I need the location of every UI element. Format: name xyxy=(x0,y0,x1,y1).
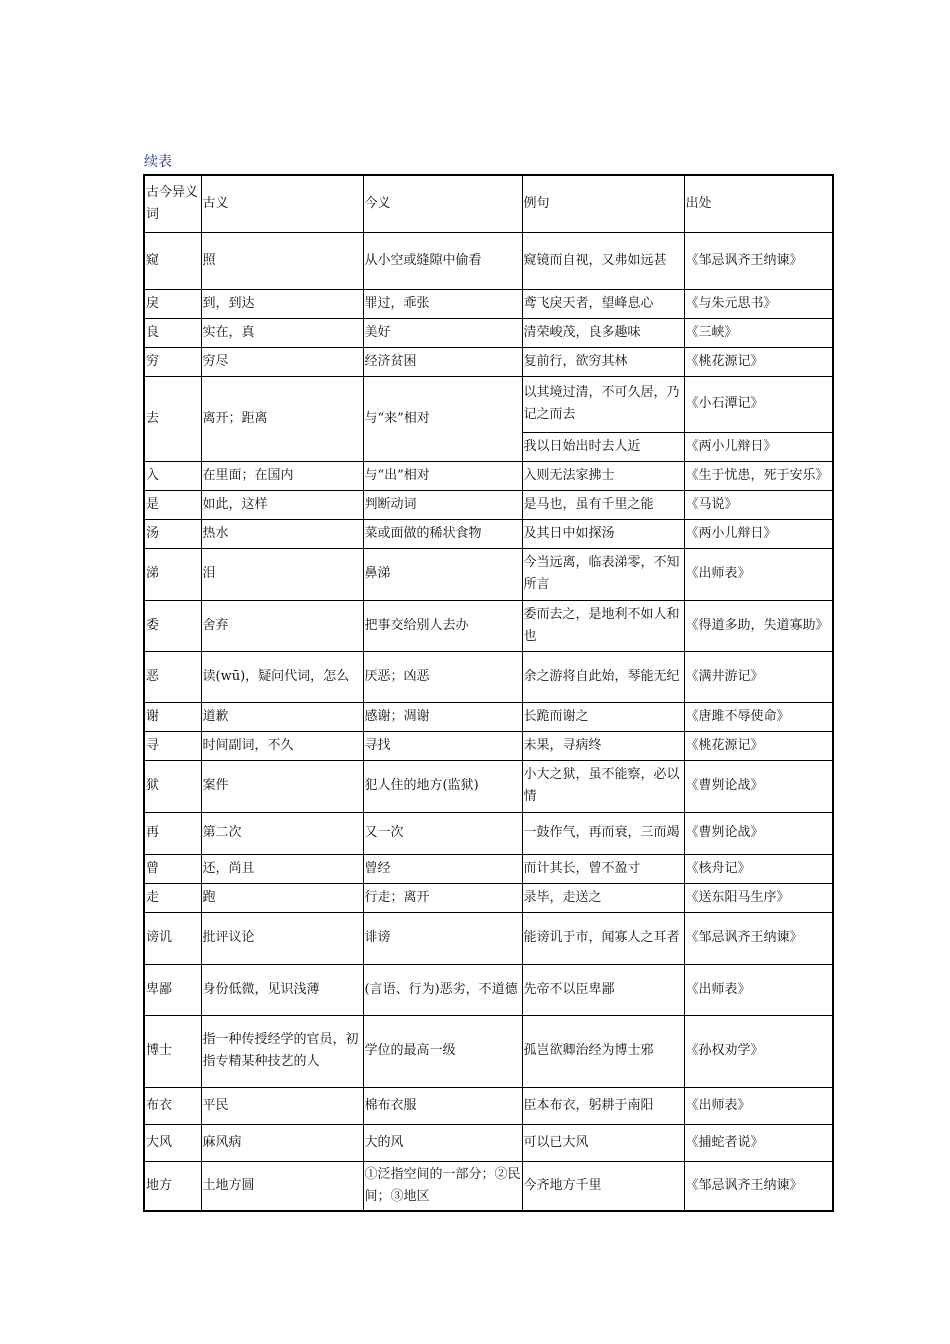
table-row xyxy=(144,702,833,731)
table-cell: 《桃花源记》 xyxy=(684,347,833,376)
table-cell: 到，到达 xyxy=(201,289,363,318)
table-cell: 离开；距离 xyxy=(201,376,363,461)
table-cell: 余之游将自此始，琴能无纪 xyxy=(522,651,684,702)
table-row xyxy=(144,854,833,883)
table-cell: 《邹忌讽齐王纳谏》 xyxy=(684,912,833,964)
table-cell: 道歉 xyxy=(201,702,363,731)
table-cell: 《曹刿论战》 xyxy=(684,760,833,812)
table-cell: 《捕蛇者说》 xyxy=(684,1124,833,1161)
table-cell: 臣本布衣，躬耕于南阳 xyxy=(522,1087,684,1124)
table-cell: 《与朱元思书》 xyxy=(684,289,833,318)
table-cell: 穷尽 xyxy=(201,347,363,376)
table-cell: 与“出”相对 xyxy=(363,461,522,490)
ancient-modern-meaning-table xyxy=(143,174,834,1212)
table-cell: 未果，寻病终 xyxy=(522,731,684,760)
table-row xyxy=(144,376,833,432)
table-cell: 鼻涕 xyxy=(363,548,522,600)
table-cell: 学位的最高一级 xyxy=(363,1015,522,1087)
table-cell: 先帝不以臣卑鄙 xyxy=(522,964,684,1015)
table-cell: 清荣峻茂，良多趣味 xyxy=(522,318,684,347)
table-cell: 美好 xyxy=(363,318,522,347)
table-cell: 而计其长，曾不盈寸 xyxy=(522,854,684,883)
table-row xyxy=(144,232,833,289)
table-row xyxy=(144,912,833,964)
header-cell-source: 出处 xyxy=(684,175,833,232)
table-cell: 是 xyxy=(144,490,201,519)
table-cell: 布衣 xyxy=(144,1087,201,1124)
table-cell: 判断动词 xyxy=(363,490,522,519)
table-row xyxy=(144,490,833,519)
table-cell: 狱 xyxy=(144,760,201,812)
table-cell: 《唐雎不辱使命》 xyxy=(684,702,833,731)
table-cell: 《出师表》 xyxy=(684,1087,833,1124)
header-cell-ancient-meaning: 古义 xyxy=(201,175,363,232)
table-cell: 良 xyxy=(144,318,201,347)
table-cell: 在里面；在国内 xyxy=(201,461,363,490)
table-cell: 今齐地方千里 xyxy=(522,1161,684,1211)
table-cell: 案件 xyxy=(201,760,363,812)
table-cell: 把事交给别人去办 xyxy=(363,600,522,651)
table-cell: 诽谤 xyxy=(363,912,522,964)
table-cell: 土地方圆 xyxy=(201,1161,363,1211)
table-cell: 长跪而谢之 xyxy=(522,702,684,731)
table-cell: 穷 xyxy=(144,347,201,376)
table-cell: 寻 xyxy=(144,731,201,760)
table-row xyxy=(144,812,833,854)
header-cell-word: 古今异义词 xyxy=(144,175,201,232)
table-cell: 平民 xyxy=(201,1087,363,1124)
table-cell: 谢 xyxy=(144,702,201,731)
table-cell: 及其日中如探汤 xyxy=(522,519,684,548)
table-cell: 《曹刿论战》 xyxy=(684,812,833,854)
table-cell: 入则无法家拂士 xyxy=(522,461,684,490)
table-cell: 跑 xyxy=(201,883,363,912)
table-cell: (言语、行为)恶劣，不道德 xyxy=(363,964,522,1015)
table-cell: ①泛指空间的一部分；②民间；③地区 xyxy=(363,1161,522,1211)
table-row xyxy=(144,1124,833,1161)
table-row xyxy=(144,1087,833,1124)
table-row xyxy=(144,347,833,376)
table-cell: 身份低微，见识浅薄 xyxy=(201,964,363,1015)
table-cell: 经济贫困 xyxy=(363,347,522,376)
table-cell: 如此，这样 xyxy=(201,490,363,519)
table-cell: 第二次 xyxy=(201,812,363,854)
table-cell: 实在，真 xyxy=(201,318,363,347)
table-cell: 委而去之，是地利不如人和也 xyxy=(522,600,684,651)
table-cell: 舍弃 xyxy=(201,600,363,651)
table-cell: 一鼓作气，再而衰，三而竭 xyxy=(522,812,684,854)
table-cell: 可以已大风 xyxy=(522,1124,684,1161)
table-cell: 读(wū)，疑问代词，怎么 xyxy=(201,651,363,702)
table-cell: 《送东阳马生序》 xyxy=(684,883,833,912)
table-cell: 《邹忌讽齐王纳谏》 xyxy=(684,1161,833,1211)
table-row xyxy=(144,1015,833,1087)
table-cell: 鸢飞戾天者，望峰息心 xyxy=(522,289,684,318)
table-cell: 犯人住的地方(监狱) xyxy=(363,760,522,812)
table-cell: 行走；离开 xyxy=(363,883,522,912)
table-cell: 谤讥 xyxy=(144,912,201,964)
table-row xyxy=(144,461,833,490)
table-cell: 热水 xyxy=(201,519,363,548)
table-cell: 《满井游记》 xyxy=(684,651,833,702)
table-cell: 《得道多助，失道寡助》 xyxy=(684,600,833,651)
table-cell: 《出师表》 xyxy=(684,548,833,600)
table-cell: 曾 xyxy=(144,854,201,883)
table-cell: 走 xyxy=(144,883,201,912)
table-cell: 麻风病 xyxy=(201,1124,363,1161)
table-cell: 《小石潭记》 xyxy=(684,376,833,432)
table-header-row xyxy=(144,175,833,232)
table-cell: 《三峡》 xyxy=(684,318,833,347)
header-cell-example: 例句 xyxy=(522,175,684,232)
table-cell: 时间副词，不久 xyxy=(201,731,363,760)
table-row xyxy=(144,964,833,1015)
table-cell: 《马说》 xyxy=(684,490,833,519)
table-cell: 感谢；凋谢 xyxy=(363,702,522,731)
table-cell: 《孙权劝学》 xyxy=(684,1015,833,1087)
table-cell: 委 xyxy=(144,600,201,651)
table-cell: 以其境过清，不可久居，乃记之而去 xyxy=(522,376,684,432)
table-cell: 厌恶；凶恶 xyxy=(363,651,522,702)
table-cell: 小大之狱，虽不能察，必以情 xyxy=(522,760,684,812)
table-cell: 复前行，欲穷其林 xyxy=(522,347,684,376)
table-cell: 入 xyxy=(144,461,201,490)
table-row xyxy=(144,883,833,912)
table-row xyxy=(144,760,833,812)
table-cell: 窥镜而自视，又弗如远甚 xyxy=(522,232,684,289)
table-cell: 指一种传授经学的官员，初指专精某种技艺的人 xyxy=(201,1015,363,1087)
table-cell: 戾 xyxy=(144,289,201,318)
table-cell: 泪 xyxy=(201,548,363,600)
table-row xyxy=(144,548,833,600)
table-row xyxy=(144,600,833,651)
table-cell: 《桃花源记》 xyxy=(684,731,833,760)
table-body xyxy=(144,175,833,1211)
table-cell: 我以日始出时去人近 xyxy=(522,432,684,461)
table-cell: 今当远离，临表涕零，不知所言 xyxy=(522,548,684,600)
table-cell: 去 xyxy=(144,376,201,461)
table-cell: 罪过，乖张 xyxy=(363,289,522,318)
table-cell: 《生于忧患，死于安乐》 xyxy=(684,461,833,490)
table-cell: 能谤讥于市，闻寡人之耳者 xyxy=(522,912,684,964)
table-cell: 《出师表》 xyxy=(684,964,833,1015)
table-cell: 《核舟记》 xyxy=(684,854,833,883)
table-cell: 批评议论 xyxy=(201,912,363,964)
table-cell: 与“来”相对 xyxy=(363,376,522,461)
header-cell-modern-meaning: 今义 xyxy=(363,175,522,232)
table-cell: 博士 xyxy=(144,1015,201,1087)
table-cell: 《两小儿辩日》 xyxy=(684,432,833,461)
table-row xyxy=(144,731,833,760)
table-cell: 汤 xyxy=(144,519,201,548)
table-cell: 恶 xyxy=(144,651,201,702)
table-cell: 《邹忌讽齐王纳谏》 xyxy=(684,232,833,289)
table-cell: 菜或面做的稀状食物 xyxy=(363,519,522,548)
table-cell: 寻找 xyxy=(363,731,522,760)
table-row xyxy=(144,651,833,702)
table-cell: 再 xyxy=(144,812,201,854)
table-cell: 大的风 xyxy=(363,1124,522,1161)
table-cell: 《两小儿辩日》 xyxy=(684,519,833,548)
table-caption: 续表 xyxy=(144,154,172,170)
table-cell: 窥 xyxy=(144,232,201,289)
table-row xyxy=(144,519,833,548)
table-cell: 大风 xyxy=(144,1124,201,1161)
table-cell: 照 xyxy=(201,232,363,289)
table-row xyxy=(144,289,833,318)
table-cell: 曾经 xyxy=(363,854,522,883)
table-row xyxy=(144,318,833,347)
table-row xyxy=(144,1161,833,1211)
table-cell: 卑鄙 xyxy=(144,964,201,1015)
table-cell: 从小空或缝隙中偷看 xyxy=(363,232,522,289)
table-cell: 是马也，虽有千里之能 xyxy=(522,490,684,519)
table-cell: 孤岂欲卿治经为博士邪 xyxy=(522,1015,684,1087)
table-cell: 录毕，走送之 xyxy=(522,883,684,912)
table-cell: 又一次 xyxy=(363,812,522,854)
table-cell: 还，尚且 xyxy=(201,854,363,883)
table-cell: 棉布衣服 xyxy=(363,1087,522,1124)
table-cell: 地方 xyxy=(144,1161,201,1211)
table-cell: 涕 xyxy=(144,548,201,600)
